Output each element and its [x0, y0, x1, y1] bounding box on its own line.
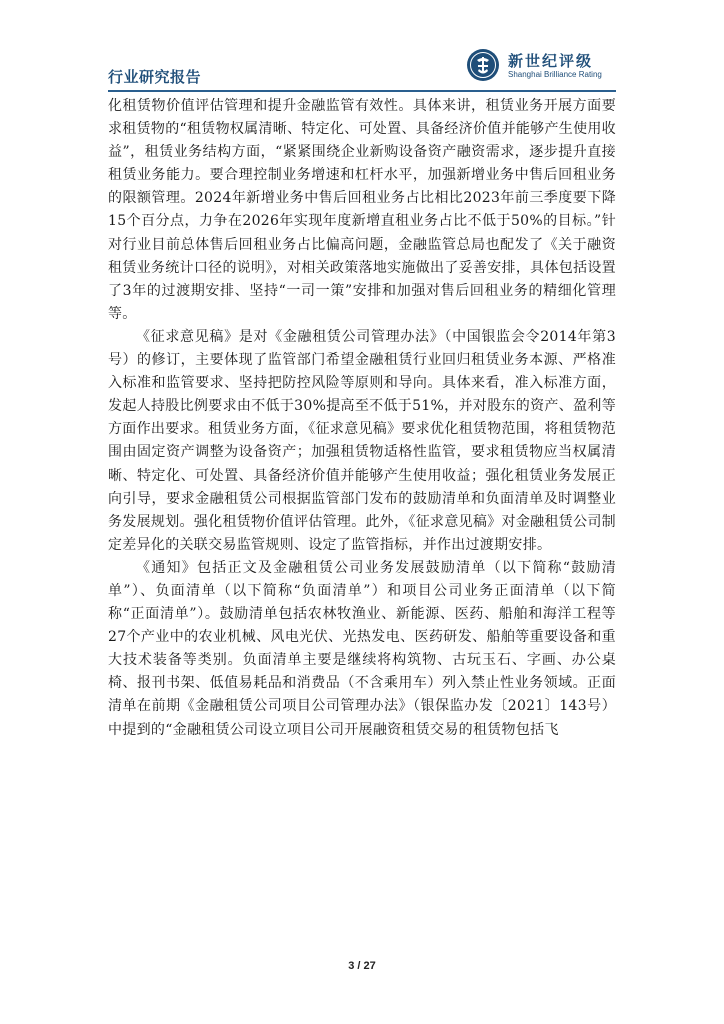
logo-english-name: Shanghai Brilliance Rating [508, 70, 602, 79]
paragraph-continued: 化租赁物价值评估管理和提升金融监管有效性。具体来讲，租赁业务开展方面要求租赁物的“租赁物权属清晰、特定化、可处置、具备经济价值并能够产生使用收益”，租赁业务结构方面，“紧紧围绕企业新购设备资产融资需求，逐步提升直接租赁业务能力。要合理控制业务增速和杠杆水平，加强新增业务中售后回租业务的限额管理。2024年新增业务中售后回租业务占比相比2023年前三季度要下降15个百分点，力争在2026年实现年度新增直租业务占比不低于50%的目标。”针对行业目前总体售后回租业务占比偏高问题，金融监管总局也配发了《关于融资租赁业务统计口径的说明》，对相关政策落地实施做出了妥善安排，具体包括设置了3年的过渡期安排、坚持“一司一策”安排和加强对售后回租业务的精细化管理等。 [108, 98, 616, 322]
paragraph-consultation-draft: 《征求意见稿》是对《金融租赁公司管理办法》（中国银监会令2014年第3号）的修订，主要体现了监管部门希望金融租赁行业回归租赁业务本源、严格准入标准和监管要求、坚持把防控风险等原则和导向。具体来看，准入标准方面，发起人持股比例要求由不低于30%提高至不低于51%，并对股东的资产、盈利等方面作出要求。租赁业务方面，《征求意见稿》要求优化租赁物范围，将租赁物范围由固定资产调整为设备资产；加强租赁物适格性监管，要求租赁物应当权属清晰、特定化、可处置、具备经济价值并能够产生使用收益；强化租赁业务发展正向引导，要求金融租赁公司根据监管部门发布的鼓励清单和负面清单及时调整业务发展规划。强化租赁物价值评估管理。此外，《征求意见稿》对金融租赁公司制定差异化的关联交易监管规则、设定了监管指标，并作出过渡期安排。 [108, 328, 616, 553]
report-body [108, 95, 616, 742]
brand-emblem-icon [466, 48, 500, 82]
header-divider [108, 90, 616, 92]
logo-chinese-name: 新世纪评级 [508, 52, 594, 70]
section-title: 行业研究报告 [108, 68, 202, 86]
brand-logo [466, 46, 618, 86]
paragraph-notice: 《通知》包括正文及金融租赁公司业务发展鼓励清单（以下简称“鼓励清单”）、负面清单（以下简称“负面清单”）和项目公司业务正面清单（以下简称“正面清单”）。鼓励清单包括农林牧渔业、新能源、医药、船舶和海洋工程等27个产业中的农业机械、风电光伏、光热发电、医药研发、船舶等重要设备和重大技术装备等类别。负面清单主要是继续将构筑物、古玩玉石、字画、办公桌椅、报刊书架、低值易耗品和消费品（不含乘用车）列入禁止性业务领域。正面清单在前期《金融租赁公司项目公司管理办法》（银保监办发〔2021〕143号）中提到的“金融租赁公司设立项目公司开展融资租赁交易的租赁物包括飞 [108, 559, 616, 738]
page-number: 3 / 27 [348, 960, 376, 972]
